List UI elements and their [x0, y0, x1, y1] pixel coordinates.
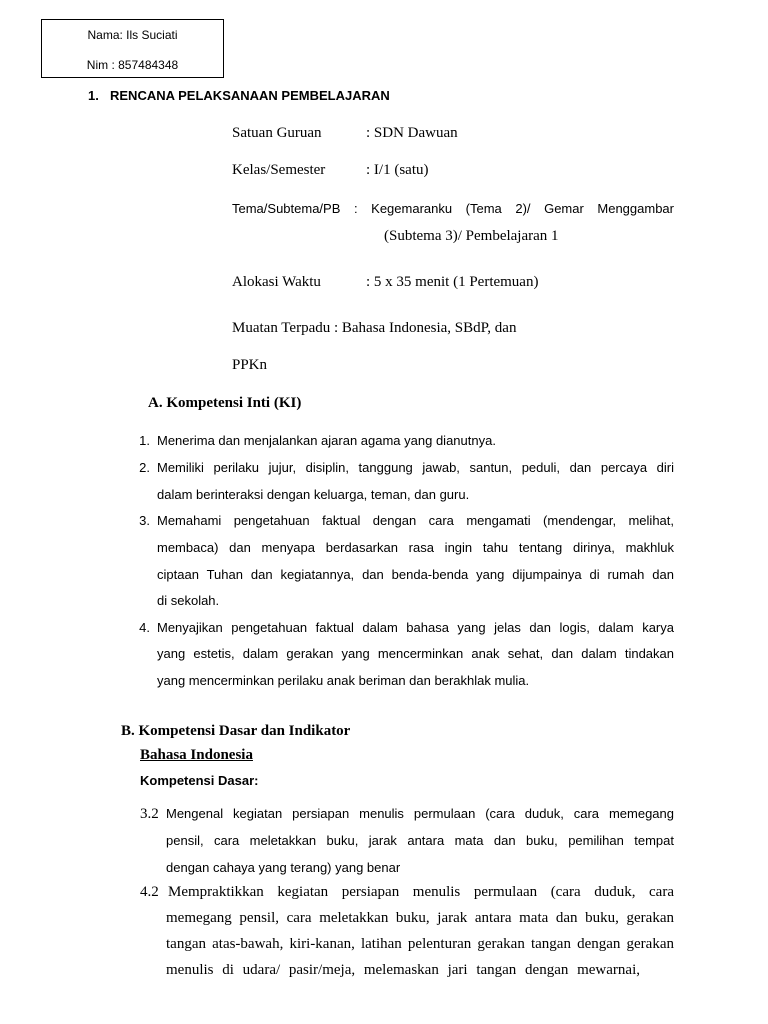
kd-item-number: 3.2: [140, 806, 159, 822]
kd-item-line: Mengenal kegiatan persiapan menulis permulaan (cara duduk, cara memegang: [166, 806, 674, 821]
ki-item-line: ciptaan Tuhan dan kegiatannya, dan benda-benda yang dijumpainya di rumah dan: [157, 567, 674, 582]
kd-heading: B. Kompetensi Dasar dan Indikator: [121, 723, 351, 739]
ki-item-line: Menerima dan menjalankan ajaran agama yang dianutnya.: [157, 433, 496, 448]
satuan-label: Satuan Guruan: [232, 125, 322, 141]
ki-item-number: 4.: [139, 620, 150, 635]
ki-item-number: 1.: [139, 433, 150, 448]
ki-item-number: 2.: [139, 460, 150, 475]
kd-item-line: menulis di udara/ pasir/meja, melemaskan jari tangan dengan mewarnai,: [166, 962, 640, 978]
kd-item-line: dengan cahaya yang terang) yang benar: [166, 860, 401, 875]
satuan-value: : SDN Dawuan: [366, 125, 458, 141]
ki-item-line: yang mencerminkan perilaku anak beriman dan berakhlak mulia.: [157, 673, 530, 688]
ki-item-line: Memiliki perilaku jujur, disiplin, tanggung jawab, santun, peduli, dan percaya diri: [157, 460, 674, 475]
section-title: RENCANA PELAKSANAAN PEMBELAJARAN: [110, 88, 390, 103]
kd-item-line: Mempraktikkan kegiatan persiapan menulis permulaan (cara duduk, cara: [168, 884, 674, 900]
alokasi-label: Alokasi Waktu: [232, 274, 321, 290]
student-name: Nama: Ils Suciati: [87, 28, 178, 42]
kd-item-line: tangan atas-bawah, kiri-kanan, latihan pelenturan gerakan tangan dengan gerakan: [166, 936, 674, 952]
alokasi-value: : 5 x 35 menit (1 Pertemuan): [366, 274, 539, 290]
kelas-label: Kelas/Semester: [232, 162, 326, 178]
ki-item-line: membaca) dan menyapa berdasarkan rasa ingin tahu tentang dirinya, makhluk: [157, 540, 674, 555]
student-nim: Nim : 857484348: [86, 58, 179, 72]
muatan-line-2: PPKn: [232, 357, 268, 373]
kd-item-number: 4.2: [140, 884, 159, 900]
ki-item-line: Memahami pengetahuan faktual dengan cara mengamati (mendengar, melihat,: [157, 513, 674, 528]
ki-item-line: di sekolah.: [157, 593, 220, 608]
section-number: 1.: [88, 88, 99, 103]
ki-item-line: dalam berinteraksi dengan keluarga, teman, dan guru.: [157, 487, 470, 502]
ki-item-line: yang estetis, dalam gerakan yang mencerminkan anak sehat, dan dalam tindakan: [157, 646, 674, 661]
kd-item-line: pensil, cara meletakkan buku, jarak antara mata dan buku, pemilihan tempat: [166, 833, 674, 848]
kd-item-line: memegang pensil, cara meletakkan buku, jarak antara mata dan buku, gerakan: [166, 910, 674, 926]
identity-box: [41, 19, 224, 78]
ki-item-line: Menyajikan pengetahuan faktual dalam bahasa yang jelas dan logis, dalam karya: [157, 620, 674, 635]
ki-heading: A. Kompetensi Inti (KI): [148, 395, 302, 411]
kd-sub-heading: Kompetensi Dasar:: [140, 773, 259, 788]
kelas-value: : I/1 (satu): [366, 162, 429, 178]
tema-line-2: (Subtema 3)/ Pembelajaran 1: [384, 228, 559, 244]
subject-heading: Bahasa Indonesia: [140, 747, 253, 763]
muatan-line-1: Muatan Terpadu : Bahasa Indonesia, SBdP, dan: [232, 320, 517, 336]
ki-item-number: 3.: [139, 513, 150, 528]
tema-line-1: Tema/Subtema/PB : Kegemaranku (Tema 2)/ Gemar Menggambar: [232, 201, 674, 216]
